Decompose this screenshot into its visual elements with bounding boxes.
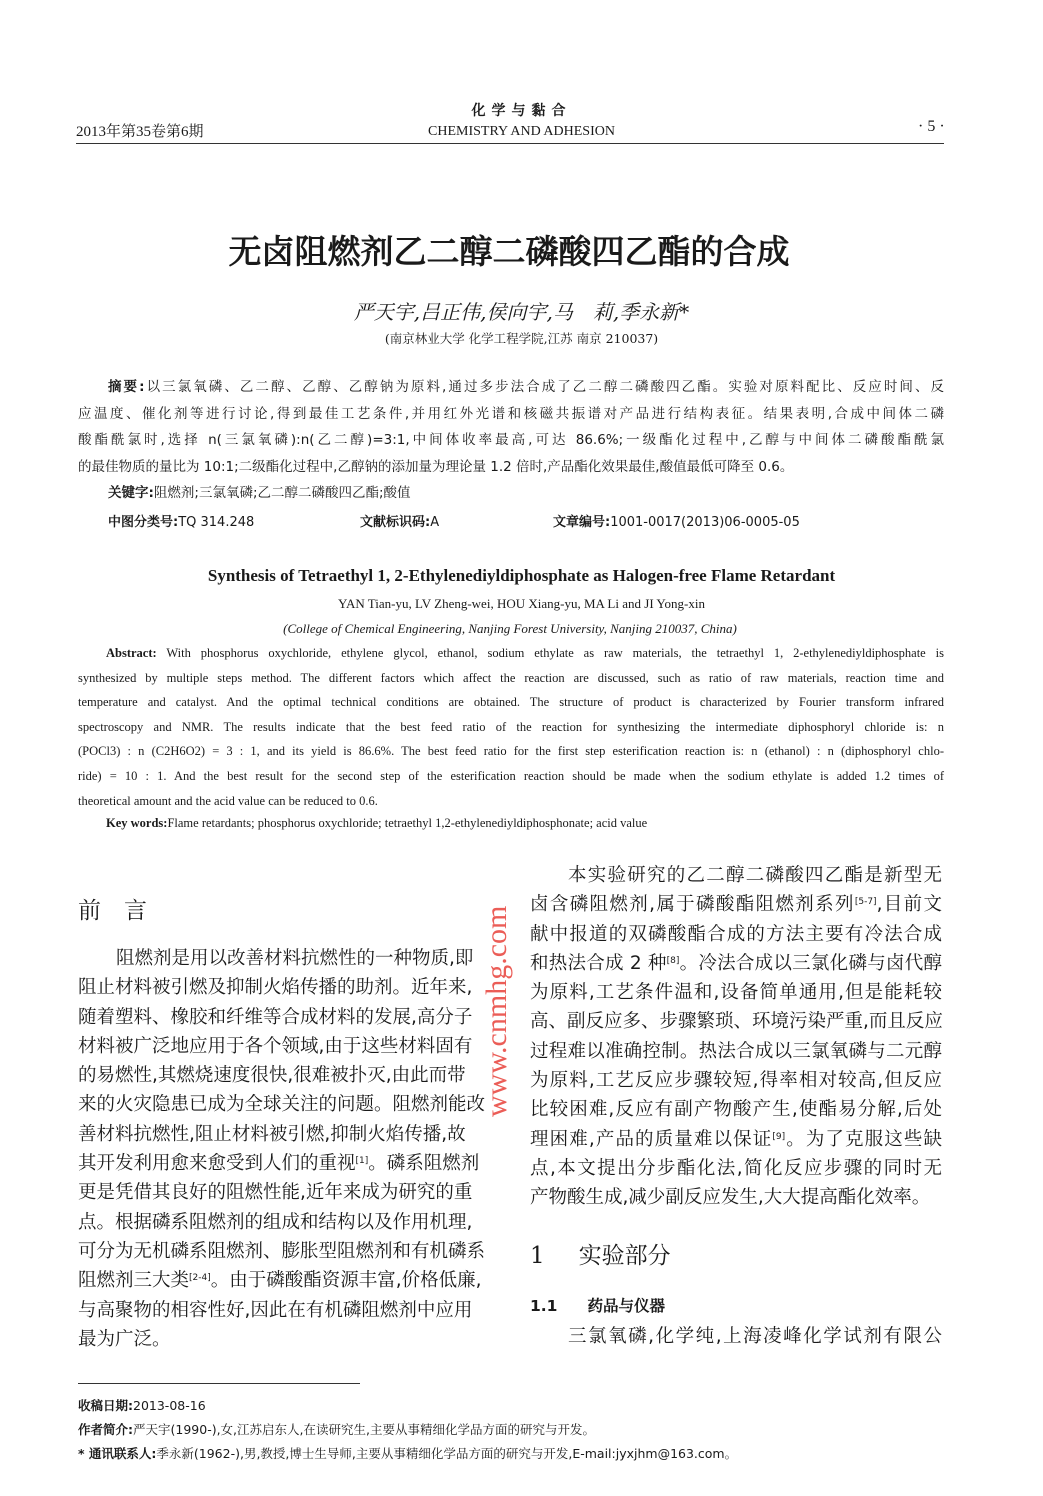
text-line: 更是凭借其良好的阻燃性能,近年来成为研究的重: [78, 1182, 473, 1204]
journal-header: [0, 100, 1043, 140]
text-line: 材料被广泛地应用于各个领域,由于这些材料固有: [78, 1035, 473, 1057]
contact-value: 季永新(1962-),男,教授,博士生导师,主要从事精细化学品方面的研究与开发,E-mail:jyxjhm@163.com。: [156, 1446, 738, 1461]
text-line: 阻燃剂是用以改善材料抗燃性的一种物质,即: [116, 948, 474, 969]
journal-name-en: CHEMISTRY AND ADHESION: [428, 124, 615, 139]
english-title: Synthesis of Tetraethyl 1, 2-Ethylenediyldiphosphate as Halogen-free Flame Retardant: [207, 566, 836, 585]
clc-label: 中图分类号:: [108, 515, 179, 530]
abstract-line: temperature and catalyst. And the optimal technical conditions are obtained. The structure of product is characterized by Fourier transform infrared: [78, 695, 944, 710]
text-line: 来的火灾隐患已成为全球关注的问题。阻燃剂能改: [78, 1094, 486, 1116]
keywords-text: Flame retardants; phosphorus oxychloride; tetraethyl 1,2-ethylenediyldiphosphonate; acid value: [167, 816, 648, 830]
doc-label: 文献标识码:: [360, 515, 431, 530]
footnote-rule: [78, 1383, 360, 1384]
abstract-en: [78, 641, 944, 813]
text-line: 理困难,产品的质量难以保证[9]。为了克服这些缺: [530, 1128, 942, 1150]
header-rule: [76, 143, 944, 144]
text-line: 点。根据磷系阻燃剂的组成和结构以及作用机理,: [78, 1211, 473, 1233]
abstract-label: 摘要:: [108, 379, 145, 395]
section-heading-1: [530, 1237, 671, 1270]
abstract-text: 以三氯氧磷、乙二醇、乙醇、乙醇钠为原料,通过多步法合成了乙二醇二磷酸四乙酯。实验对原料配比、反应时间、反: [144, 379, 944, 395]
subsection-number: 1.1: [530, 1297, 558, 1315]
text-line: 为原料,工艺条件温和,设备简单通用,但是能耗较: [530, 982, 942, 1004]
bio-label: 作者简介:: [78, 1422, 133, 1437]
keywords-cn: [78, 480, 944, 507]
section-title: 实验部分: [578, 1243, 671, 1269]
abstract-line: (POCl3) : n (C2H6O2) = 3 : 1, and its yield is 86.6%. The best feed ratio for the first step esterification reaction is: n (ethanol) : n (diphosphoryl chlo-: [78, 744, 944, 759]
abstract-line: spectroscopy and NMR. The results indicate that the best feed ratio of the reaction for synthesizing the intermediate diphosphoryl chloride is: n: [78, 719, 944, 734]
intro-right-column: [530, 861, 942, 1213]
text-line: 点,本文提出分步酯化法,简化反应步骤的同时无: [530, 1157, 942, 1179]
keywords-label: Key words:: [106, 816, 168, 830]
abstract-line: ride) = 10 : 1. And the best result for the second step of the esterification reaction should be made when the sodium ethylate is added 1.2 times of: [78, 768, 944, 783]
article-number: [553, 511, 800, 530]
text-line: 和热法合成 2 种[8]。冷法合成以三氯化磷与卤代醇: [530, 952, 942, 974]
keywords-label: 关键字:: [108, 485, 154, 501]
section-heading-intro: 前 言: [78, 898, 147, 924]
abstract-line: 的最佳物质的量比为 10:1;二级酯化过程中,乙醇钠的添加量为理论量 1.2 倍时,产品酯化效果最佳,酸值最低可降至 0.6。: [78, 458, 794, 475]
bio-value: 严天宇(1990-),女,江苏启东人,在读研究生,主要从事精细化学品方面的研究与开发。: [133, 1422, 595, 1437]
journal-name-cn: 化学与黏合: [471, 103, 572, 119]
page-number: · 5 ·: [918, 118, 945, 135]
abstract-line: [78, 374, 944, 401]
text-line: 的易燃性,其燃烧速度很快,很难被扑灭,由此而带: [78, 1065, 466, 1087]
text-line: 三氯氧磷,化学纯,上海凌峰化学试剂有限公: [568, 1326, 942, 1347]
text-line: 献中报道的双磷酸酯合成的方法主要有冷法合成: [530, 923, 942, 945]
corresponding-author: [78, 1444, 737, 1462]
article-label: 文章编号:: [553, 515, 611, 530]
section-number: 1: [530, 1243, 545, 1269]
text-line: 其开发利用愈来愈受到人们的重视[1]。磷系阻燃剂: [78, 1153, 480, 1175]
abstract-line: 应温度、催化剂等进行讨论,得到最佳工艺条件,并用红外光谱和核磁共振谱对产品进行结构表征。结果表明,合成中间体二磷: [78, 405, 944, 422]
text-line: 高、副反应多、步骤繁琐、环境污染严重,而且反应: [530, 1011, 943, 1033]
clc-number: [108, 511, 254, 530]
abstract-text: With phosphorus oxychloride, ethylene glycol, ethanol, sodium ethylate as raw materials, the tetraethyl 1, 2-ethylenediyldiphosphate is: [156, 646, 944, 660]
text-line: 产物酸生成,减少副反应发生,大大提高酯化效率。: [530, 1187, 931, 1209]
text-line: 阻止材料被引燃及抑制火焰传播的助剂。近年来,: [78, 977, 473, 999]
abstract-cn: [78, 374, 944, 507]
article-value: 1001-0017(2013)06-0005-05: [610, 515, 800, 530]
watermark: www.cnmhg.com: [480, 905, 513, 1117]
english-authors: YAN Tian-yu, LV Zheng-wei, HOU Xiang-yu, MA Li and JI Yong-xin: [338, 596, 705, 611]
author-bio: [78, 1420, 595, 1438]
keywords-text: 阻燃剂;三氯氧磷;乙二醇二磷酸四乙酯;酸值: [153, 485, 411, 501]
text-line: 比较困难,反应有副产物酸产生,使酯易分解,后处: [530, 1099, 942, 1121]
text-line: 过程难以准确控制。热法合成以三氯氧磷与二元醇: [530, 1040, 942, 1062]
text-line: 可分为无机磷系阻燃剂、膨胀型阻燃剂和有机磷系: [78, 1240, 486, 1262]
text-line: 为原料,工艺反应步骤较短,得率相对较高,但反应: [530, 1070, 942, 1092]
clc-value: TQ 314.248: [178, 515, 255, 530]
doc-value: A: [430, 515, 440, 530]
intro-left-column: [78, 944, 486, 1354]
section-1-1-text: [568, 1322, 942, 1351]
affiliation: (南京林业大学 化学工程学院,江苏 南京 210037): [384, 331, 659, 346]
text-line: 卤含磷阻燃剂,属于磷酸酯阻燃剂系列[5-7],目前文: [530, 894, 942, 916]
abstract-line: [78, 641, 944, 666]
contact-label: * 通讯联系人:: [78, 1446, 157, 1461]
received-date: [78, 1396, 206, 1414]
text-line: 最为广泛。: [78, 1328, 171, 1350]
paper-title: 无卤阻燃剂乙二醇二磷酸四乙酯的合成: [228, 232, 790, 271]
abstract-line: synthesized by multiple steps method. The different factors which affect the reaction are discussed, such as ratio of raw materials, reaction time and: [78, 670, 944, 685]
authors: 严天宇,吕正伟,侯向宇,马 莉,季永新*: [353, 300, 690, 324]
abstract-line: 酸酯酰氯时,选择 n(三氯氧磷):n(乙二醇)=3:1,中间体收率最高,可达 86.6%;一级酯化过程中,乙醇与中间体二磷酸酯酰氯: [78, 432, 944, 448]
keywords-en: [106, 816, 647, 831]
text-line: 本实验研究的乙二醇二磷酸四乙酯是新型无: [568, 865, 942, 886]
doc-code: [360, 511, 439, 530]
text-line: 随着塑料、橡胶和纤维等合成材料的发展,高分子: [78, 1006, 473, 1028]
abstract-line: theoretical amount and the acid value can be reduced to 0.6.: [78, 793, 378, 808]
subsection-heading-1-1: [530, 1294, 665, 1316]
received-value: 2013-08-16: [133, 1398, 206, 1413]
abstract-label: Abstract:: [106, 646, 157, 660]
subsection-title: 药品与仪器: [587, 1297, 665, 1315]
text-line: 善材料抗燃性,阻止材料被引燃,抑制火焰传播,故: [78, 1123, 466, 1145]
text-line: 与高聚物的相容性好,因此在有机磷阻燃剂中应用: [78, 1299, 473, 1321]
text-line: 阻燃剂三大类[2-4]。由于磷酸酯资源丰富,价格低廉,: [78, 1270, 482, 1292]
issue-info: 2013年第35卷第6期: [76, 124, 204, 140]
english-affiliation: (College of Chemical Engineering, Nanjing Forest University, Nanjing 210037, China): [283, 621, 737, 636]
received-label: 收稿日期:: [78, 1398, 133, 1413]
